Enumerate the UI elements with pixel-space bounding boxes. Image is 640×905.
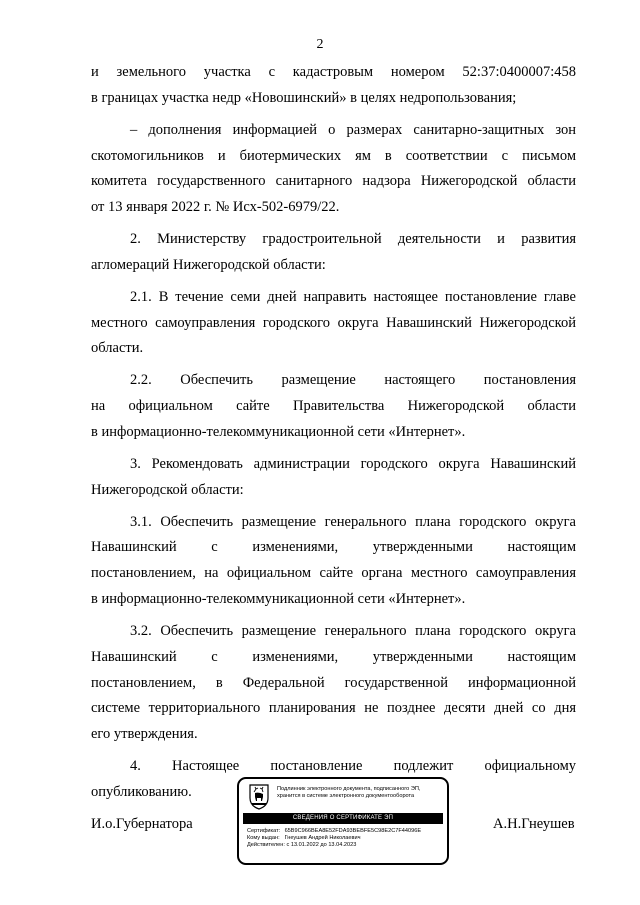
stamp-row-key: Сертификат: [247,828,281,834]
nizhny-novgorod-deer-emblem-icon [247,784,271,810]
text-line: в информационно-телекоммуникационной сети «Интернет». [91,591,466,608]
text-line: в информационно-телекоммуникационной сети «Интернет». [91,423,466,440]
text-line: – дополнения информацией о размерах санитарно-защитных зон [130,121,576,138]
text-line: 3. Рекомендовать администрации городского округа Навашинский [130,455,576,472]
text-line: Навашинский с изменениями, утвержденными настоящим [91,648,576,665]
text-line: постановлением, в Федеральной государственной информационной [91,674,576,691]
text-line: агломераций Нижегородской области: [91,256,326,273]
text-line: от 13 января 2022 г. № Исх-502-6979/22. [91,199,340,216]
signatory-name: А.Н.Гнеушев [493,816,575,832]
stamp-title: СВЕДЕНИЯ О СЕРТИФИКАТЕ ЭП [243,813,443,824]
stamp-certificate-details [247,828,443,850]
electronic-signature-stamp [237,777,449,865]
text-line: 4. Настоящее постановление подлежит официальному [130,758,576,775]
document-body [91,60,576,806]
text-line: местного самоуправления городского округа Навашинский Нижегородской [91,314,576,331]
text-line: области. [91,340,144,357]
stamp-header-text: Подлинник электронного документа, подписанного ЭП, хранится в системе электронного документооборота [277,786,421,799]
text-line: на официальном сайте Правительства Нижегородской области [91,398,576,415]
text-line: 3.1. Обеспечить размещение генерального плана городского округа [130,513,576,530]
text-line: 3.2. Обеспечить размещение генерального плана городского округа [130,622,576,639]
text-line: и земельного участка с кадастровым номером 52:37:0400007:458 [91,64,576,80]
text-line: 2. Министерству градостроительной деятельности и развития [130,231,576,248]
stamp-row-value: 65B9C966BEA8E52FDA93BEBFE5C98E2C7F44096E [284,828,422,834]
text-line: Нижегородской области: [91,481,244,498]
text-line: опубликованию. [91,783,192,800]
text-line: постановлением, на официальном сайте органа местного самоуправления [91,565,576,582]
signatory-position: И.о.Губернатора [91,816,193,832]
stamp-row-key: Действителен: [247,842,285,849]
stamp-row-value: с 13.01.2022 до 13.04.2023 [286,842,357,849]
text-line: в границах участка недр «Новошинский» в целях недропользования; [91,89,517,106]
page-number: 2 [316,37,324,52]
text-line: скотомогильников и биотермических ям в соответствии с письмом [91,147,576,164]
text-line: его утверждения. [91,726,198,743]
stamp-row-key: Кому выдан: [247,835,280,842]
text-line: 2.2. Обеспечить размещение настоящего постановления [130,372,576,389]
text-line: Навашинский с изменениями, утвержденными настоящим [91,539,576,556]
stamp-row-value: Гнеушев Андрей Николаевич [284,835,361,842]
stamp-row [247,842,443,849]
text-line: комитета государственного санитарного надзора Нижегородской области [91,173,576,190]
text-line: системе территориального планирования не позднее десяти дней со дня [91,700,576,717]
text-line: 2.1. В течение семи дней направить настоящее постановление главе [130,288,576,305]
